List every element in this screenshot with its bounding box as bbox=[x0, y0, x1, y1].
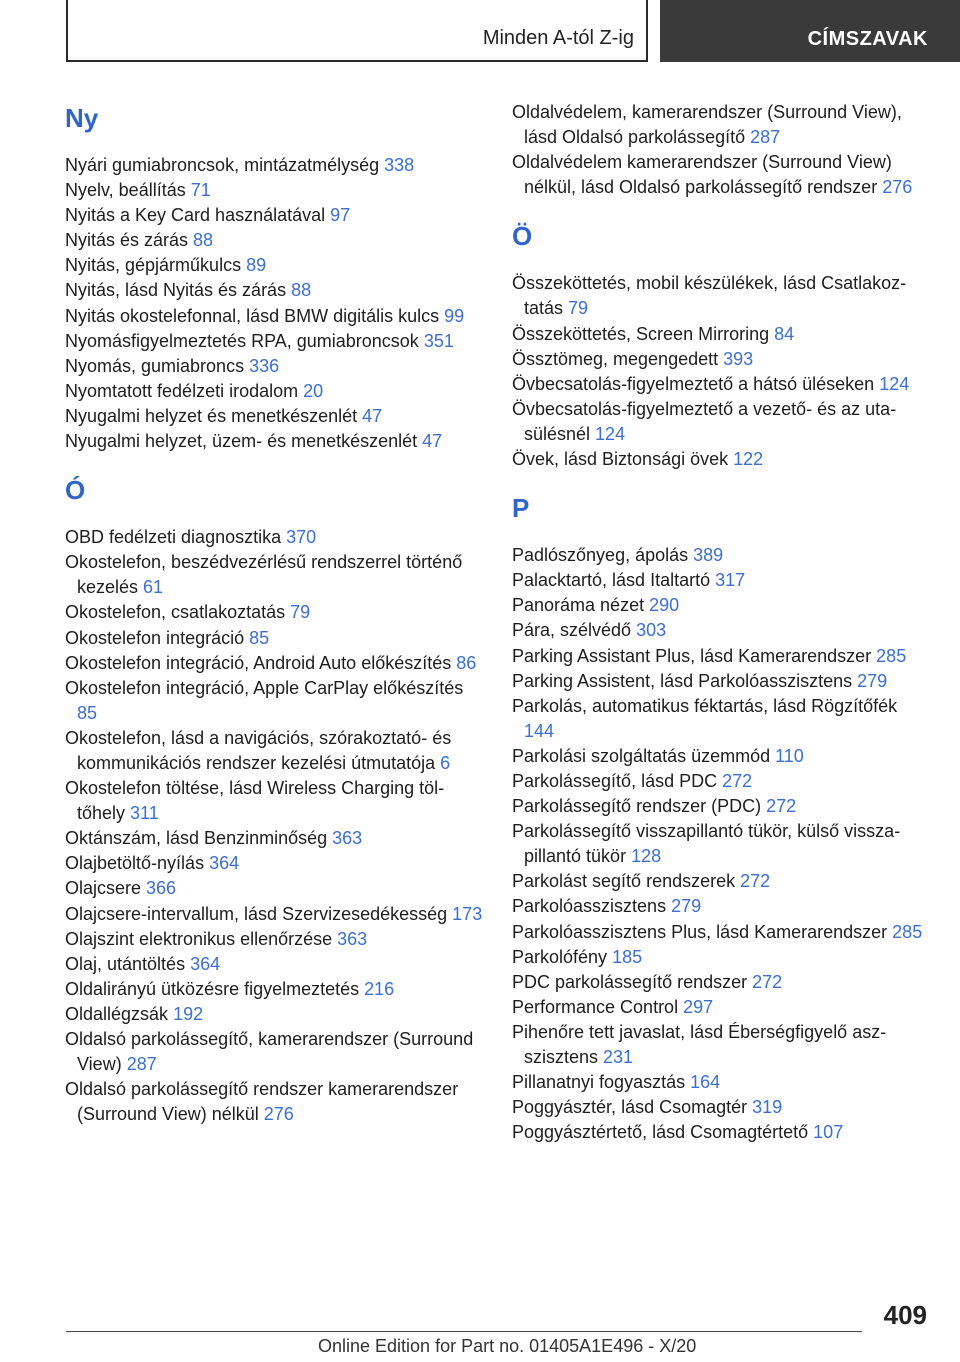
index-entry-term: Oktánszám, lásd Benzinminőség bbox=[65, 828, 333, 849]
index-entry-page-link[interactable]: 47 bbox=[362, 405, 383, 426]
footer-divider bbox=[66, 1331, 862, 1332]
index-entry bbox=[512, 869, 932, 894]
index-entry bbox=[512, 618, 932, 643]
index-entry-page-link[interactable]: 276 bbox=[263, 1104, 294, 1125]
page-number: 409 bbox=[883, 1300, 927, 1330]
index-entry-page-link[interactable]: 20 bbox=[303, 380, 324, 401]
index-entry-term: Poggyásztér, lásd Csomagtér bbox=[512, 1097, 753, 1118]
index-entry bbox=[512, 372, 932, 397]
index-entry-term: OBD fedélzeti diagnosztika bbox=[65, 527, 287, 548]
index-entry-term: Okostelefon, lásd a navigációs, szórakoztató- és kommunikációs rendszer kezelési útmutatója bbox=[65, 727, 452, 773]
index-entry-term: Olajcsere bbox=[65, 878, 147, 899]
index-entry-term: Oldalirányú ütközésre figyelmeztetés bbox=[65, 978, 365, 999]
index-entry-page-link[interactable]: 272 bbox=[722, 770, 753, 791]
index-entry-term: Oldalvédelem kamerarendszer (Surround View) nélkül, lásd Oldalsó parkolássegítő rendszer bbox=[512, 152, 892, 198]
index-entry bbox=[65, 429, 483, 454]
index-entry bbox=[65, 851, 483, 876]
index-entry bbox=[512, 744, 932, 769]
index-entry bbox=[512, 347, 932, 372]
index-entry bbox=[65, 304, 483, 329]
index-entry-term: Övbecsatolás-figyelmeztető a vezető- és az utasülésnél bbox=[512, 398, 897, 444]
index-entry-page-link[interactable]: 185 bbox=[612, 946, 643, 967]
index-entry-term: Padlószőnyeg, ápolás bbox=[512, 545, 694, 566]
index-entry-page-link[interactable]: 107 bbox=[813, 1122, 844, 1143]
index-entry-page-link[interactable]: 192 bbox=[173, 1003, 204, 1024]
index-entry-term: Nyitás a Key Card használatával bbox=[65, 205, 331, 226]
index-entry-term: Nyitás, lásd Nyitás és zárás bbox=[65, 280, 292, 301]
index-entry-term: Parkolást segítő rendszerek bbox=[512, 871, 741, 892]
index-entry-term: Oldalvédelem, kamerarendszer (Surround View), lásd Oldalsó parkolássegítő bbox=[512, 102, 902, 148]
index-entry bbox=[65, 329, 483, 354]
index-entry-page-link[interactable]: 84 bbox=[774, 323, 795, 344]
index-entry-term: Okostelefon integráció, Apple CarPlay előkészítés bbox=[65, 677, 464, 698]
index-entry bbox=[65, 379, 483, 404]
index-entry-page-link[interactable]: 285 bbox=[876, 645, 907, 666]
index-entry-term: Okostelefon töltése, lásd Wireless Charging töltőhely bbox=[65, 778, 445, 824]
index-entry-page-link[interactable]: 285 bbox=[892, 921, 923, 942]
index-entry bbox=[512, 894, 932, 919]
index-entry-page-link[interactable]: 110 bbox=[775, 745, 804, 766]
index-entry-page-link[interactable]: 128 bbox=[631, 846, 662, 867]
footer-edition: Online Edition for Part no. 01405A1E496 - X/20 bbox=[318, 1336, 697, 1356]
index-entry-term: Olaj, utántöltés bbox=[65, 953, 191, 974]
index-entry-page-link[interactable]: 88 bbox=[291, 280, 312, 301]
index-entry-page-link[interactable]: 88 bbox=[193, 230, 214, 251]
index-entry bbox=[512, 100, 932, 150]
index-entry-term: Parkolássegítő rendszer (PDC) bbox=[512, 796, 767, 817]
index-entry-page-link[interactable]: 364 bbox=[209, 853, 240, 874]
index-entry-term: Nyitás okostelefonnal, lásd BMW digitális kulcs bbox=[65, 305, 445, 326]
index-entry-term: Nyomtatott fedélzeti irodalom bbox=[65, 380, 304, 401]
index-entry bbox=[512, 819, 932, 869]
index-entry-term: Okostelefon integráció bbox=[65, 627, 250, 648]
index-entry-term: Parkolófény bbox=[512, 946, 613, 967]
index-entry-page-link[interactable]: 71 bbox=[190, 180, 211, 201]
index-entry-page-link[interactable]: 351 bbox=[423, 330, 454, 351]
index-entry bbox=[65, 876, 483, 901]
index-entry-term: Nyelv, beállítás bbox=[65, 180, 191, 201]
index-entry-term: Olajbetöltő-nyílás bbox=[65, 853, 210, 874]
index-entry-page-link[interactable]: 272 bbox=[740, 871, 771, 892]
index-entry bbox=[65, 253, 483, 278]
index-entry bbox=[512, 769, 932, 794]
index-entry bbox=[65, 902, 483, 927]
index-letter-heading: P bbox=[512, 493, 530, 524]
index-entry bbox=[65, 676, 483, 726]
index-entry-page-link[interactable]: 363 bbox=[337, 928, 368, 949]
index-entry bbox=[65, 354, 483, 379]
index-entry-term: Nyitás, gépjárműkulcs bbox=[65, 255, 247, 276]
index-entry-page-link[interactable]: 297 bbox=[683, 996, 714, 1017]
index-entry-term: Oldallégzsák bbox=[65, 1003, 174, 1024]
index-entry-term: Parking Assistant Plus, lásd Kamerarendszer bbox=[512, 645, 877, 666]
index-entry-term: Nyitás és zárás bbox=[65, 230, 194, 251]
index-entry bbox=[512, 794, 932, 819]
index-entry-page-link[interactable]: 363 bbox=[332, 828, 363, 849]
index-entry bbox=[512, 945, 932, 970]
index-entry-term: Övbecsatolás-figyelmeztető a hátsó üléseken bbox=[512, 373, 880, 394]
index-entry-page-link[interactable]: 272 bbox=[766, 796, 797, 817]
index-entry bbox=[512, 1020, 932, 1070]
index-entry-page-link[interactable]: 276 bbox=[882, 177, 913, 198]
header-index-label: CÍMSZAVAK bbox=[807, 28, 928, 50]
index-entry bbox=[65, 977, 483, 1002]
index-entry-page-link[interactable]: 366 bbox=[146, 878, 177, 899]
index-entry bbox=[65, 826, 483, 851]
index-entry-term: Parkolás, automatikus féktartás, lásd Rögzítőfék bbox=[512, 695, 898, 716]
index-entry bbox=[65, 278, 483, 303]
index-entry-page-link[interactable]: 311 bbox=[130, 803, 159, 824]
index-entry bbox=[512, 322, 932, 347]
index-entry-page-link[interactable]: 338 bbox=[384, 155, 415, 175]
index-entry-term: Nyomás, gumiabroncs bbox=[65, 355, 250, 376]
index-entry-page-link[interactable]: 144 bbox=[524, 720, 555, 741]
index-entry-page-link[interactable]: 272 bbox=[752, 971, 783, 992]
index-letter-heading: Ny bbox=[65, 103, 99, 133]
index-entry-term: Pára, szélvédő bbox=[512, 620, 637, 641]
index-entry bbox=[512, 150, 932, 200]
index-entry-term: Panoráma nézet bbox=[512, 595, 650, 616]
index-entry bbox=[512, 1120, 932, 1145]
index-entry bbox=[65, 1002, 483, 1027]
index-entry-page-link[interactable]: 124 bbox=[595, 423, 626, 444]
index-entry-term: Nyugalmi helyzet, üzem- és menetkészenlét bbox=[65, 431, 423, 452]
index-entry bbox=[65, 178, 483, 203]
index-entry-term: Összeköttetés, Screen Mirroring bbox=[512, 323, 775, 344]
index-entry bbox=[512, 644, 932, 669]
index-entry-page-link[interactable]: 303 bbox=[636, 620, 667, 641]
index-entry-page-link[interactable]: 389 bbox=[693, 545, 724, 566]
index-entry-term: Poggyásztértető, lásd Csomagtértető bbox=[512, 1122, 814, 1143]
index-entry-term: PDC parkolássegítő rendszer bbox=[512, 971, 753, 992]
index-entry bbox=[512, 271, 932, 321]
index-entry-term: Parkolássegítő visszapillantó tükör, külső visszapillantó tükör bbox=[512, 821, 901, 867]
index-entry bbox=[512, 694, 932, 744]
index-entry bbox=[512, 1095, 932, 1120]
index-entry-term: Oldalsó parkolássegítő rendszer kamerarendszer (Surround View) nélkül bbox=[65, 1079, 459, 1125]
index-entry-term: Olajszint elektronikus ellenőrzése bbox=[65, 928, 338, 949]
index-entry-term: Oldalsó parkolássegítő, kamerarendszer (Surround View) bbox=[65, 1029, 474, 1075]
index-entry bbox=[512, 920, 932, 945]
index-entry-term: Parkolási szolgáltatás üzemmód bbox=[512, 745, 776, 766]
header-section-label: Minden A-tól Z-ig bbox=[482, 27, 634, 49]
index-entry-page-link[interactable]: 85 bbox=[77, 702, 98, 723]
index-entry-page-link[interactable]: 86 bbox=[456, 652, 477, 673]
index-entry bbox=[512, 995, 932, 1020]
index-entry-page-link[interactable]: 85 bbox=[249, 627, 270, 648]
index-entry-term: Parkolóasszisztens bbox=[512, 896, 672, 917]
header-section-tab bbox=[66, 0, 648, 62]
index-entry bbox=[65, 153, 483, 178]
index-entry-term: Parkolóasszisztens Plus, lásd Kamerarendszer bbox=[512, 921, 893, 942]
index-entry bbox=[512, 543, 932, 568]
index-entry-term: Pillanatnyi fogyasztás bbox=[512, 1072, 691, 1093]
index-entry-term: Parking Assistent, lásd Parkolóasszisztens bbox=[512, 670, 858, 691]
index-letter-heading: Ó bbox=[65, 475, 86, 506]
index-entry bbox=[65, 927, 483, 952]
index-entry-term: Nyomásfigyelmeztetés RPA, gumiabroncsok bbox=[65, 330, 424, 351]
index-entry-page-link[interactable]: 47 bbox=[422, 431, 443, 452]
index-entry bbox=[65, 1027, 483, 1077]
index-entry-term: Okostelefon, csatlakoztatás bbox=[65, 602, 291, 623]
index-entry-term: Olajcsere-intervallum, lásd Szervizesedékesség bbox=[65, 903, 453, 924]
index-entry bbox=[65, 550, 483, 600]
index-entry-page-link[interactable]: 122 bbox=[733, 449, 764, 470]
index-letter-heading: Ö bbox=[512, 221, 533, 252]
index-entry bbox=[65, 726, 483, 776]
index-entry bbox=[65, 600, 483, 625]
index-entry-page-link[interactable]: 216 bbox=[364, 978, 395, 999]
index-entry-page-link[interactable]: 97 bbox=[330, 205, 351, 226]
index-entry-page-link[interactable]: 164 bbox=[690, 1072, 721, 1093]
index-entry-term: Nyári gumiabroncsok, mintázatmélység bbox=[65, 155, 385, 175]
index-entry-term: Nyugalmi helyzet és menetkészenlét bbox=[65, 405, 363, 426]
index-entry-page-link[interactable]: 99 bbox=[444, 305, 465, 326]
index-entry bbox=[65, 952, 483, 977]
index-entry-page-link[interactable]: 279 bbox=[671, 896, 702, 917]
index-entry bbox=[65, 776, 483, 826]
index-entry-page-link[interactable]: 317 bbox=[715, 570, 746, 591]
index-entry bbox=[65, 404, 483, 429]
index-entry bbox=[65, 651, 483, 676]
index-entry-term: Performance Control bbox=[512, 996, 684, 1017]
index-entry-page-link[interactable]: 173 bbox=[452, 903, 483, 924]
index-entry-page-link[interactable]: 6 bbox=[440, 752, 451, 773]
index-entry-page-link[interactable]: 279 bbox=[857, 670, 888, 691]
index-entry-term: Pihenőre tett javaslat, lásd Éberségfigyelő aszszisztens bbox=[512, 1021, 887, 1067]
index-column-right bbox=[512, 100, 932, 1145]
index-entry bbox=[65, 525, 483, 550]
index-entry-page-link[interactable]: 287 bbox=[750, 127, 781, 148]
index-entry-term: Össztömeg, megengedett bbox=[512, 348, 724, 369]
index-entry-page-link[interactable]: 364 bbox=[190, 953, 221, 974]
index-entry-term: Összeköttetés, mobil készülékek, lásd Csatlakoztatás bbox=[512, 273, 907, 319]
index-entry bbox=[512, 1070, 932, 1095]
index-entry bbox=[512, 568, 932, 593]
index-entry-page-link[interactable]: 336 bbox=[249, 355, 280, 376]
index-column-left bbox=[65, 100, 483, 1127]
index-entry bbox=[65, 203, 483, 228]
index-entry-page-link[interactable]: 370 bbox=[286, 527, 317, 548]
index-entry bbox=[65, 1077, 483, 1127]
index-entry bbox=[512, 397, 932, 447]
index-entry-page-link[interactable]: 319 bbox=[752, 1097, 783, 1118]
index-entry-term: Palacktartó, lásd Italtartó bbox=[512, 570, 716, 591]
index-entry-term: Övek, lásd Biztonsági övek bbox=[512, 449, 734, 470]
index-entry bbox=[65, 228, 483, 253]
index-entry-page-link[interactable]: 290 bbox=[649, 595, 680, 616]
index-entry-page-link[interactable]: 79 bbox=[290, 602, 311, 623]
index-entry-page-link[interactable]: 79 bbox=[568, 298, 589, 319]
index-entry bbox=[512, 593, 932, 618]
index-entry-term: Okostelefon integráció, Android Auto előkészítés bbox=[65, 652, 457, 673]
index-entry-page-link[interactable]: 287 bbox=[126, 1054, 157, 1075]
index-entry-page-link[interactable]: 124 bbox=[879, 373, 910, 394]
index-entry-page-link[interactable]: 393 bbox=[723, 348, 754, 369]
index-entry bbox=[512, 447, 932, 472]
index-entry-term: Okostelefon, beszédvezérlésű rendszerrel történő kezelés bbox=[65, 552, 463, 598]
index-entry bbox=[512, 669, 932, 694]
header-index-tab bbox=[660, 0, 960, 62]
index-entry-page-link[interactable]: 89 bbox=[246, 255, 267, 276]
index-entry-page-link[interactable]: 231 bbox=[603, 1047, 634, 1067]
index-entry-page-link[interactable]: 61 bbox=[143, 577, 164, 598]
index-entry-term: Parkolássegítő, lásd PDC bbox=[512, 770, 723, 791]
index-entry bbox=[512, 970, 932, 995]
index-entry bbox=[65, 626, 483, 651]
